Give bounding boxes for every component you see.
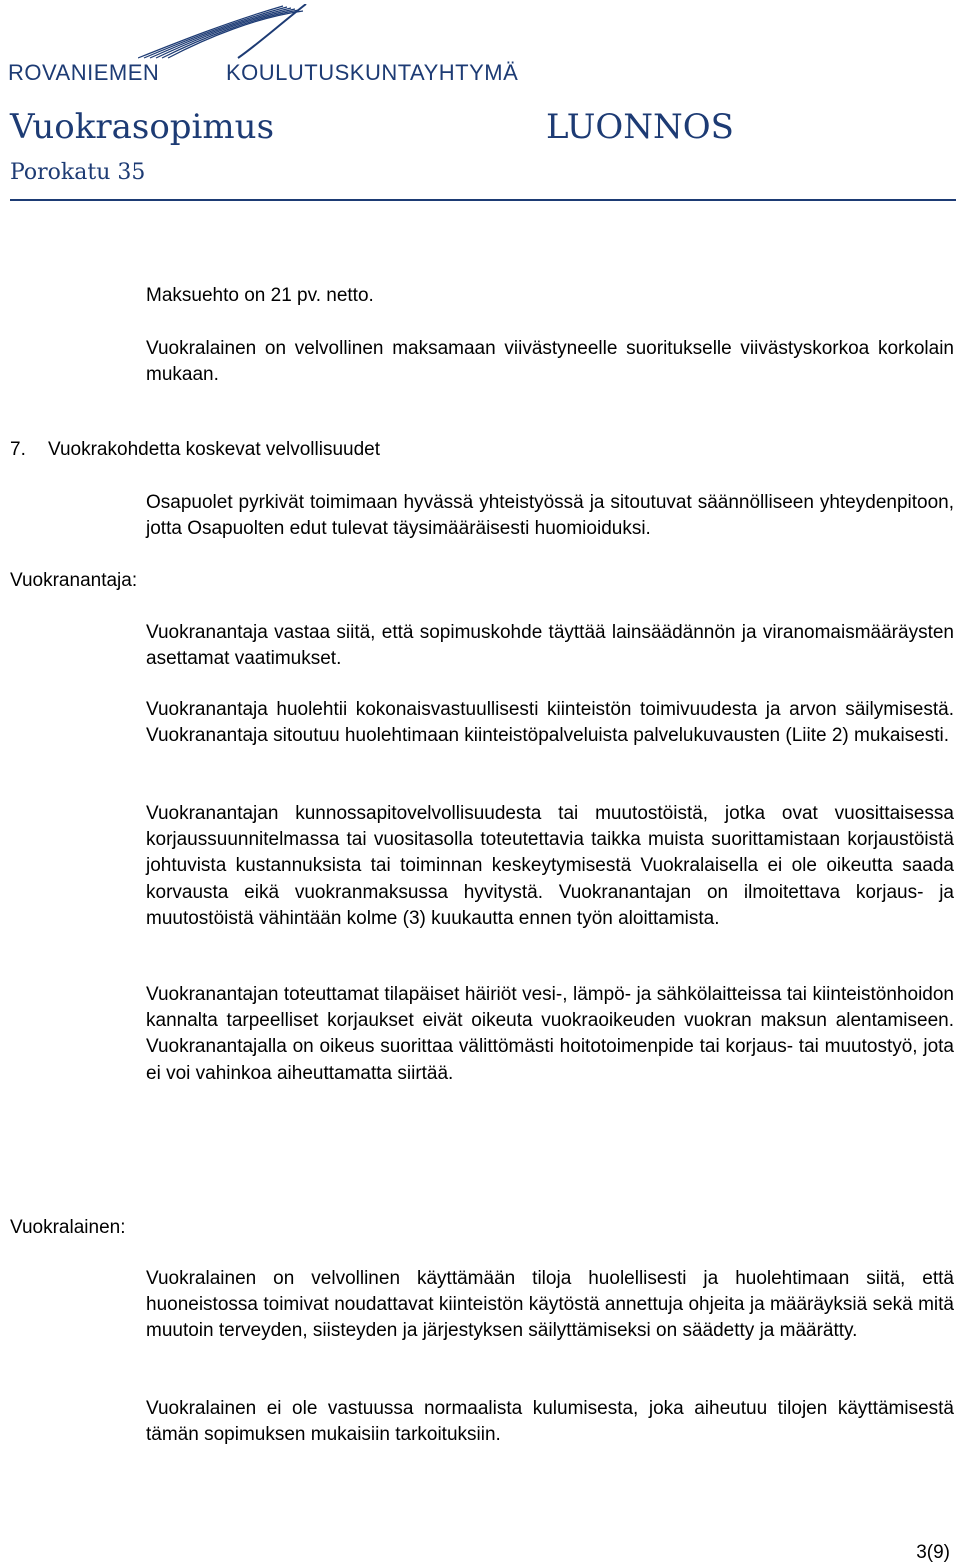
tenant-label: Vuokralainen: [10,1217,126,1238]
landlord-label: Vuokranantaja: [10,570,138,591]
document-address: Porokatu 35 [10,160,146,185]
logo-org-name-1: ROVANIEMEN [8,60,160,85]
tenant-paragraph: Vuokralainen on velvollinen käyttämään tiloja huolellisesti ja huolehtimaan siitä, että huoneistossa toimivat noudattavat kiinteistön käytöstä annettuja ohjeita ja määräyksiä sekä mitä muutoin terveyden, siisteyden ja järjestyksen säilyttämiseksi on säädetty ja määrätty. [146,1268,954,1342]
payment-terms-paragraph: Maksuehto on 21 pv. netto. [146,285,374,306]
landlord-paragraph: Vuokranantajan kunnossapitovelvollisuudesta tai muutostöistä, jotka ovat vuosittaisessa korjaussuunnitelmassa tai vuositasolla toteutettavia taikka muista suorittamistaan korjaustöistä johtuvista kustannuksista tai toiminnan keskeytymisestä Vuokralaisella ei ole oikeutta saada korvausta eikä vuokranmaksussa hyvitystä. Vuokranantajan on ilmoitettava korjaus- ja muutostöistä vähintään kolme (3) kuukautta ennen työn aloittamista. [146,803,954,929]
logo-org-name-2: KOULUTUSKUNTAYHTYMÄ [226,60,519,85]
section-intro-paragraph: Osapuolet pyrkivät toimimaan hyvässä yhteistyössä ja sitoutuvat säännölliseen yhteydenpitoon, jotta Osapuolten edut tulevat täysimääräisesti huomioiduksi. [146,492,954,540]
page-number: 3(9) [916,1542,950,1563]
section-number: 7. [10,439,26,460]
document-title: Vuokrasopimus [10,107,275,147]
logo-swoosh-icon [138,4,308,60]
late-interest-paragraph: Vuokralainen on velvollinen maksamaan viivästyneelle suoritukselle viivästyskorkoa korkolain mukaan. [146,338,954,386]
section-title: Vuokrakohdetta koskevat velvollisuudet [48,439,380,460]
landlord-paragraph: Vuokranantaja huolehtii kokonaisvastuullisesti kiinteistön toimivuudesta ja arvon säilymisestä. Vuokranantaja sitoutuu huolehtimaan kiinteistöpalveluista palvelukuvausten (Liite 2) mukaisesti. [146,699,954,747]
landlord-paragraph: Vuokranantaja vastaa siitä, että sopimuskohde täyttää lainsäädännön ja viranomaismääräysten asettamat vaatimukset. [146,622,954,670]
section-heading [10,437,380,463]
landlord-paragraph: Vuokranantajan toteuttamat tilapäiset häiriöt vesi-, lämpö- ja sähkölaitteissa tai kiinteistönhoidon kannalta tarpeelliset korjaukset eivät oikeuta vuokraoikeuden vuokran maksun alentamiseen. Vuokranantajalla on oikeus suorittaa välittömästi hoitotoimenpide tai korjaus- tai muutostyö, jota ei voi vahinkoa aiheuttamatta siirtää. [146,984,954,1084]
organization-logo [8,4,519,86]
header-divider [10,199,956,201]
draft-label: LUONNOS [546,107,734,147]
tenant-paragraph: Vuokralainen ei ole vastuussa normaalista kulumisesta, joka aiheutuu tilojen käyttämisestä tämän sopimuksen mukaisiin tarkoituksiin. [146,1398,954,1446]
